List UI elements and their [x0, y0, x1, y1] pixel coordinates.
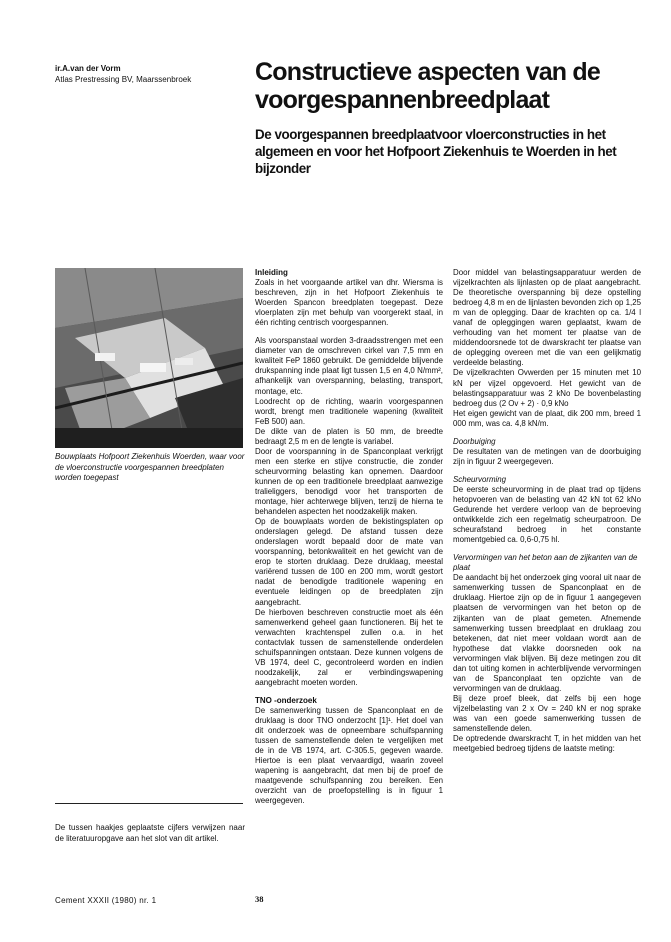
paragraph: De dikte van de platen is 50 mm, de breedte bedraagt 2,5 m en de lengte is variabel.: [255, 426, 443, 446]
paragraph-gap: [453, 467, 641, 475]
author-affiliation: Atlas Prestressing BV, Maarssenbroek: [55, 75, 192, 84]
photo-caption: Bouwplaats Hofpoort Ziekenhuis Woerden, waar voor de vloerconstructie voorgespannen breedplaten worden toegepast: [55, 452, 245, 483]
paragraph: De optredende dwarskracht T, in het midden van het meetgebied bedroeg tijdens de laatste meting:: [453, 734, 641, 754]
section-heading-tno: TNO -onderzoek: [255, 695, 317, 705]
paragraph: Zoals in het voorgaande artikel van dhr. Wiersma is beschreven, zijn in het Hofpoort Ziekenhuis te Woerden Spancon breedplaten toegepast. Deze vloerplaten zijn met behulp van voorgerekt staal, in één richting centrisch voorgespannen.: [255, 278, 443, 328]
body-column-right: [453, 268, 641, 754]
paragraph-gap: [453, 545, 641, 553]
paragraph: De vijzelkrachten Ovwerden per 15 minuten met 10 kN per vijzel opgevoerd. Het gewicht van de belastingsapparatuur was 2 kNo De bovenbelasting bedroeg dus (2 Ov + 2) · 0,9 kNo: [453, 368, 641, 408]
footnote-divider: [55, 803, 243, 804]
footnote: De tussen haakjes geplaatste cijfers verwijzen naar de literatuuropgave aan het slot van dit artikel.: [55, 823, 245, 843]
paragraph: Als voorspanstaal worden 3-draadsstrengen met een diameter van de omschreven cirkel van 7,5 mm en kwaliteit FeP 1860 gebruikt. De gemiddelde blijvende drukspanning inde plaat ligt tussen 1,5 en 4,0 N/mm², afhankelijk van overspanning, belasting, transport, montage, etc.: [255, 336, 443, 396]
article-title: Constructieve aspecten van de voorgespannenbreedplaat: [255, 58, 600, 114]
photo-illustration: [55, 268, 243, 448]
journal-reference: Cement XXXII (1980) nr. 1: [55, 896, 157, 905]
construction-site-photo: [55, 268, 243, 448]
section-heading-vervormingen: Vervormingen van het beton aan de zijkanten van de plaat: [453, 553, 638, 573]
author-block: [55, 63, 245, 85]
paragraph: De resultaten van de metingen van de doorbuiging zijn in figuur 2 weergegeven.: [453, 446, 641, 466]
body-column-left: [255, 268, 443, 806]
paragraph: De eerste scheurvorming in de plaat trad op tijdens hetopvoeren van de belasting van 42 kN tot 62 kNo Gedurende het verdere verloop van de beproeving ontwikkelde zich een regelmatig scheurpatroon. De scheurafstand bedroeg in het constante momentgebied ca. 0,6-0,75 hl.: [453, 484, 641, 545]
article-subtitle: De voorgespannen breedplaatvoor vloerconstructies in het algemeen en voor het Hofpoort Ziekenhuis te Woerden in het bijzonder: [255, 127, 617, 176]
section-heading-scheurvorming: Scheurvorming: [453, 474, 507, 484]
paragraph: De samenwerking tussen de Spanconplaat en de druklaag is door TNO onderzocht [1]¹. Het doel van dit onderzoek was de opneembare schuifspanning tussen de samenstellende delen te vergelijken met de in de VB 1974, art. C-305.5, gegeven waarde. Hiertoe is een plaat vervaardigd, waarin zoveel wapening is aangebracht, dat men bij de proef de maatgevende schuifspanning zou bereiken. Een overzicht van de proefopstelling is in figuur 1 weergegeven.: [255, 705, 443, 806]
paragraph: Loodrecht op de richting, waarin voorgespannen wordt, brengt men traditionele wapening (kwaliteit FeB 500) aan.: [255, 396, 443, 426]
section-heading-inleiding: Inleiding: [255, 268, 288, 277]
page-number: 38: [255, 894, 264, 904]
paragraph: Bij deze proef bleek, dat zelfs bij een hoge vijzelbelasting van 2 x Ov = 240 kN er nog sprake was van een goede samenwerking tussen de samenstellende delen.: [453, 693, 641, 734]
paragraph-gap: [255, 328, 443, 336]
author-name: ir.A.van der Vorm: [55, 64, 121, 73]
paragraph: Het eigen gewicht van de plaat, dik 200 mm, breed 1 000 mm, was ca. 4,8 kN/m.: [453, 408, 641, 428]
section-heading-doorbuiging: Doorbuiging: [453, 436, 496, 446]
paragraph: Door de voorspanning in de Spanconplaat verkrijgt men een sterke en stijve constructie, die zonder scheurvorming belasting kan opnemen. Daardoor kunnen de op een traditionele breedplaat aanwezige tralieliggers, benodigd voor het transporten de montage, hier achterwege blijven, tenzij de hierna te behandelen aspecten het noodzakelijk maken.: [255, 446, 443, 517]
paragraph: De aandacht bij het onderzoek ging vooral uit naar de samenwerking tussen de Spanconplaat en de druklaag. Hiertoe zijn op de in figuur 1 aangegeven plaatsen de vervormingen van het beton op de zijkanten van de plaat gemeten. Afnemende samenwerking tussen breedplaat en druklaag zou betekenen, dat niet meer voldaan wordt aan de hypothese dat vlakke doorsneden ook na vervormingen vlak blijven. Bij deze metingen zou dit dan tot uiting komen in achterblijvende vervormingen van de Spanconplaat ten opzichte van de vervormingen van de druklaag.: [453, 573, 641, 693]
paragraph-gap: [453, 429, 641, 437]
paragraph: Op de bouwplaats worden de bekistingsplaten op onderslagen gelegd. De afstand tussen deze onderslagen wordt bepaald door de mate van voorspanning, betonkwaliteit en het gewicht van de erop te storten druklaag. Deze druklaag, meestal variërend tussen de 100 en 200 mm, wordt gestort nadat de benodigde traditionele wapening en eventuele leidingen op de breedplaten zijn aangebracht.: [255, 517, 443, 607]
paragraph: De hierboven beschreven constructie moet als één samenwerkend geheel gaan functioneren. Bij het te verwachten krachtenspel zullen o.a. in het contactvlak tussen de samenstellende onderdelen schuifspanningen ontstaan. Deze kunnen volgens de VB 1974, deel C, gecontroleerd worden en indien noodzakelijk, zal er verbindingswapening aangebracht moeten worden.: [255, 607, 443, 687]
paragraph-gap: [255, 688, 443, 696]
paragraph: Door middel van belastingsapparatuur werden de vijzelkrachten als lijnlasten op de plaat aangebracht. De theoretische overspanning bij deze opstelling bedroeg 4,8 m en de lijnlasten bevonden zich op 1,25 m van de oplegging. Daar de krachten op ca. 1/4 l vanaf de opleggingen waren geplaatst, kwam de verhouding van het moment ter plaatse van de middendoorsnede tot de dwarskracht ter plaatse van de oplegging overeen met die van een gelijkmatig verdeelde belasting.: [453, 268, 641, 368]
